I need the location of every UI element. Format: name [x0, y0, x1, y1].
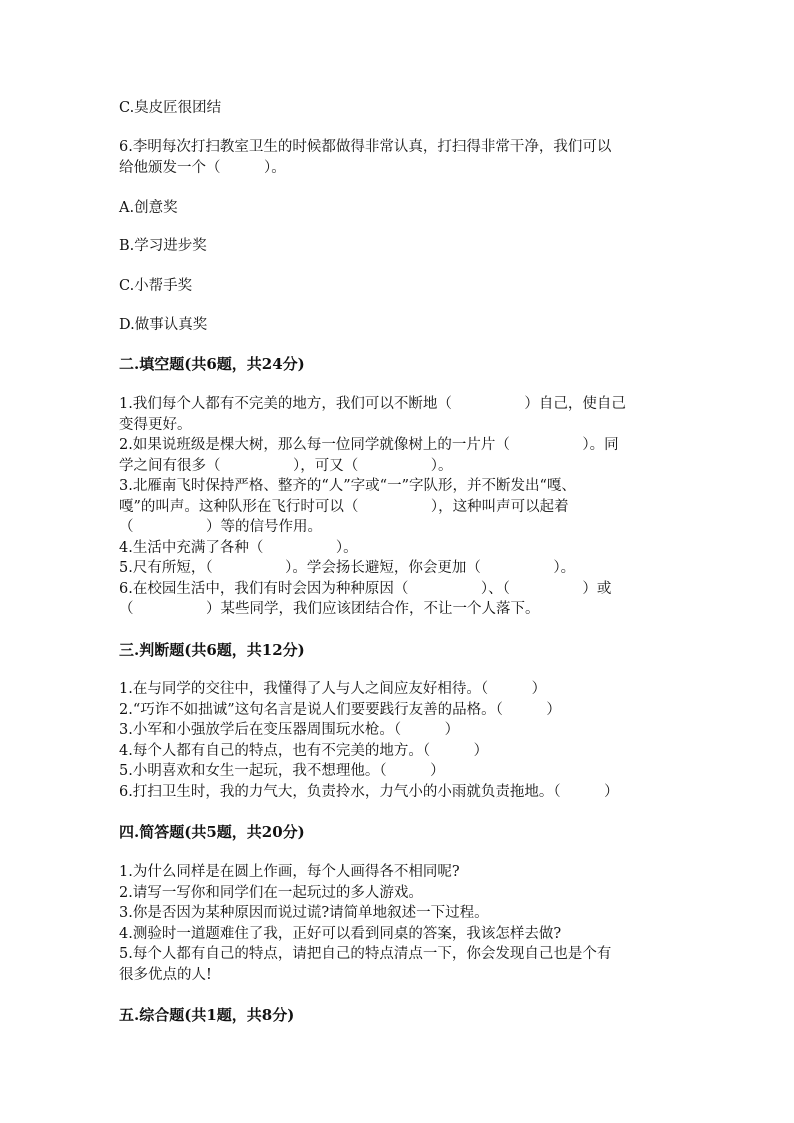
judge-line: 5.小明喜欢和女生一起玩，我不想理他。（ ） [119, 763, 445, 779]
option-b-q6: B.学习进步奖 [119, 238, 207, 254]
short-answer-line: 4.测验时一道题难住了我，正好可以看到同桌的答案，我该怎样去做? [119, 925, 562, 942]
option-c-q5: C.臭皮匠很团结 [119, 100, 222, 116]
short-answer-line: 1.为什么同样是在圆上作画，每个人画得各不相同呢? [119, 864, 460, 880]
short-answer-line: 5.每个人都有自己的特点，请把自己的特点清点一下，你会发现自己也是个有 [119, 946, 612, 962]
short-answer-line: 2.请写一写你和同学们在一起玩过的多人游戏。 [119, 884, 423, 901]
section-4-body [119, 862, 679, 985]
judge-line: 4.每个人都有自己的特点，也有不完美的地方。（ ） [119, 742, 489, 759]
fill-line: 6.在校园生活中，我们有时会因为种种原因（ ）、（ ）或 [119, 580, 612, 597]
question-6-line-2: 给他颁发一个（ ）。 [119, 159, 286, 176]
fill-line: 1.我们每个人都有不完美的地方，我们可以不断地（ ）自己，使自己 [119, 396, 626, 412]
section-2-body [119, 394, 679, 620]
section-3-heading: 三.判断题(共6题，共12分) [119, 641, 305, 659]
short-answer-line: 很多优点的人! [119, 966, 212, 983]
option-d-q6: D.做事认真奖 [119, 317, 208, 333]
judge-line: 6.打扫卫生时，我的力气大，负责拎水，力气小的小雨就负责拖地。（ ） [119, 783, 619, 800]
fill-line: 2.如果说班级是棵大树，那么每一位同学就像树上的一片片（ ）。同 [119, 437, 619, 453]
short-answer-line: 3.你是否因为某种原因而说过谎?请简单地叙述一下过程。 [119, 905, 489, 921]
judge-line: 1.在与同学的交往中，我懂得了人与人之间应友好相待。（ ） [119, 681, 547, 697]
question-6 [119, 137, 679, 178]
section-4-heading: 四.简答题(共5题，共20分) [119, 823, 305, 841]
fill-line: 变得更好。 [119, 416, 192, 433]
section-2-heading: 二.填空题(共6题，共24分) [119, 355, 305, 373]
fill-line: （ ）等的信号作用。 [119, 519, 322, 535]
judge-line: 2.“巧诈不如拙诚”这句名言是说人们要要践行友善的品格。（ ） [119, 701, 561, 718]
question-6-line-1: 6.李明每次打扫教室卫生的时候都做得非常认真，打扫得非常干净，我们可以 [119, 139, 612, 155]
option-c-q6: C.小帮手奖 [119, 278, 193, 294]
fill-line: 嘎”的叫声。这种队形在飞行时可以（ ），这种叫声可以起着 [119, 498, 569, 515]
section-5-heading: 五.综合题(共1题，共8分) [119, 1006, 295, 1024]
section-3-body [119, 679, 679, 802]
fill-line: （ ）某些同学，我们应该团结合作，不让一个人落下。 [119, 601, 540, 617]
fill-line: 3.北雁南飞时保持严格、整齐的“人”字或“一”字队形，并不断发出“嘎、 [119, 478, 576, 494]
judge-line: 3.小军和小强放学后在变压器周围玩水枪。（ ） [119, 722, 460, 738]
fill-line: 学之间有很多（ ），可又（ ）。 [119, 457, 453, 474]
fill-line: 4.生活中充满了各种（ ）。 [119, 539, 358, 556]
fill-line: 5.尺有所短，（ ）。学会扬长避短，你会更加（ ）。 [119, 560, 576, 576]
option-a-q6: A.创意奖 [119, 200, 178, 216]
